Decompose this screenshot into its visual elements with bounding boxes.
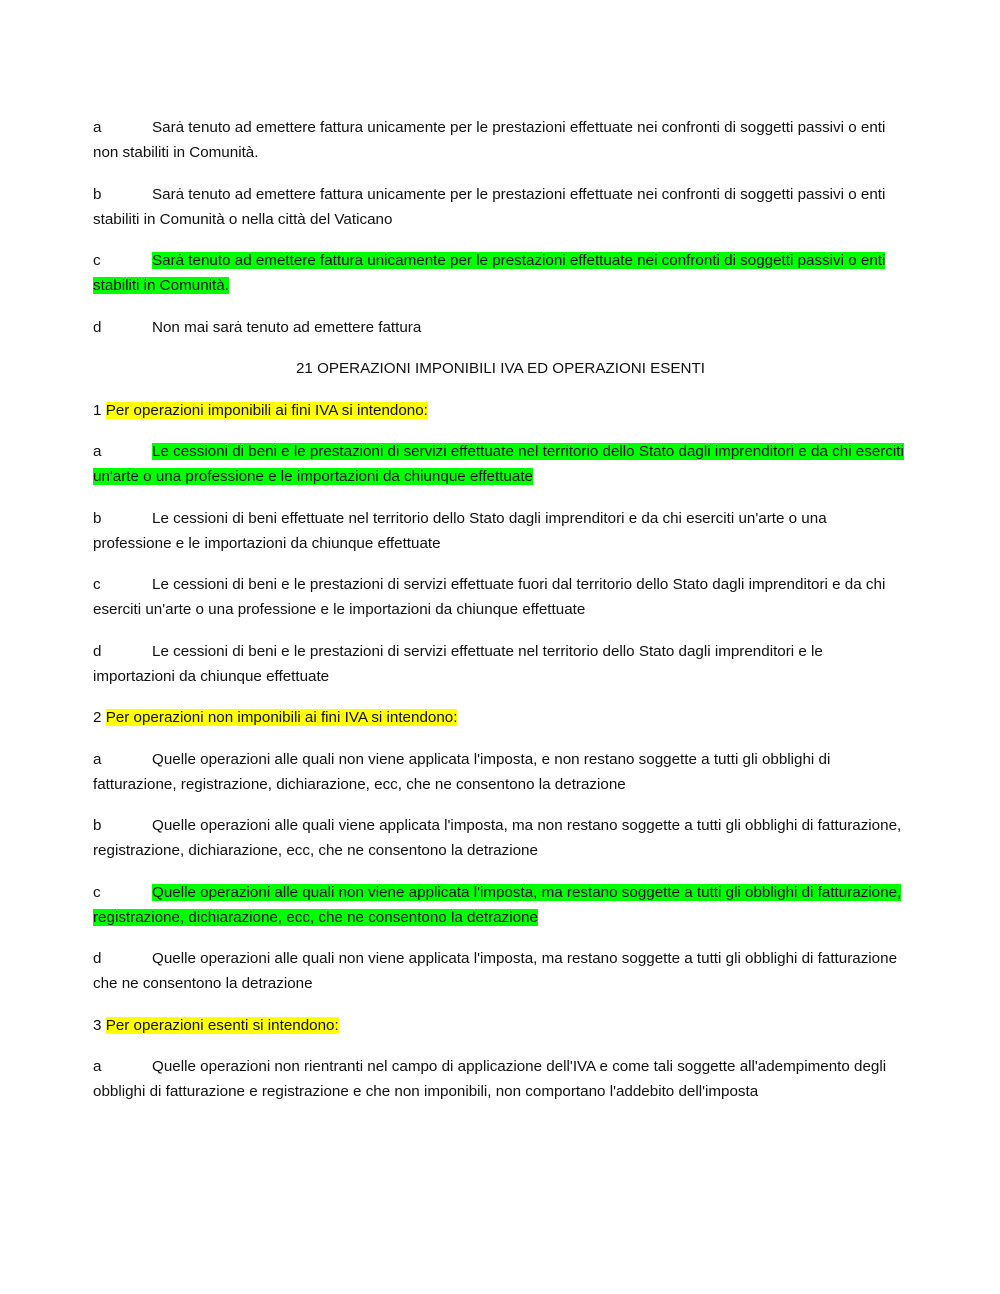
- option-letter: a: [93, 750, 102, 768]
- option-letter: c: [93, 252, 101, 269]
- question: [93, 398, 908, 423]
- option-text: Le cessioni di beni e le prestazioni di servizi effettuate fuori dal territorio dello Stato dagli imprenditori e da chi eserciti un'arte o una professione e le importazioni da chiunque effettuate: [93, 576, 886, 618]
- question-text: Per operazioni esenti si intendono:: [105, 1016, 339, 1034]
- option-text: Quelle operazioni non rientranti nel campo di applicazione dell'IVA e come tali soggette all'adempimento degli obblighi di fatturazione e registrazione e che non imponibili, non comportano l'addebito dell'imposta: [93, 1058, 887, 1100]
- question-number: 2: [93, 709, 102, 726]
- option-letter: b: [93, 509, 102, 527]
- option-letter: a: [93, 1058, 102, 1075]
- question-text: Per operazioni non imponibili ai fini IVA si intendono:: [105, 709, 458, 726]
- answer-option: [93, 946, 908, 996]
- document-page: [93, 115, 908, 1121]
- section-title-text: 21 OPERAZIONI IMPONIBILI IVA ED OPERAZIONI ESENTI: [295, 360, 706, 377]
- answer-option: [93, 315, 908, 340]
- question: [93, 1013, 908, 1038]
- answer-option: [93, 639, 908, 689]
- option-text: Quelle operazioni alle quali viene applicata l'imposta, ma non restano soggette a tutti gli obblighi di fatturazione, registrazione, dichiarazione, ecc, che ne consentono la detrazione: [93, 817, 902, 859]
- option-text: Quelle operazioni alle quali non viene applicata l'imposta, e non restano soggette a tutti gli obblighi di fatturazione, registrazione, dichiarazione, ecc, che ne consentono la detrazione: [93, 750, 831, 793]
- question-number: 1: [93, 401, 102, 419]
- option-text: Non mai sarȧ tenuto ad emettere fattura: [152, 318, 422, 336]
- option-text: Sarȧ tenuto ad emettere fattura unicamente per le prestazioni effettuate nei confronti di soggetti passivi o enti non stabiliti in Comunità.: [93, 119, 886, 161]
- question: [93, 705, 908, 730]
- question-text: Per operazioni imponibili ai fini IVA si intendono:: [105, 401, 428, 419]
- option-text: Sarȧ tenuto ad emettere fattura unicamente per le prestazioni effettuate nei confronti di soggetti passivi o enti stabiliti in Comunità.: [93, 252, 886, 294]
- option-letter: a: [93, 443, 102, 460]
- option-text: Sarȧ tenuto ad emettere fattura unicamente per le prestazioni effettuate nei confronti di soggetti passivi o enti stabiliti in Comunità o nella città del Vaticano: [93, 185, 886, 228]
- answer-option: [93, 506, 908, 556]
- question-number: 3: [93, 1016, 102, 1034]
- option-letter: b: [93, 185, 102, 203]
- option-letter: d: [93, 318, 102, 336]
- option-text: Le cessioni di beni effettuate nel territorio dello Stato dagli imprenditori e da chi eserciti un'arte o una professione e le importazioni da chiunque effettuate: [93, 509, 827, 552]
- answer-option: [93, 115, 908, 165]
- option-letter: c: [93, 576, 101, 593]
- answer-option: [93, 1054, 908, 1104]
- option-text: Le cessioni di beni e le prestazioni di servizi effettuate nel territorio dello Stato dagli imprenditori e le importazioni da chiunque effettuate: [93, 642, 823, 685]
- answer-option: [93, 747, 908, 797]
- answer-option: [93, 813, 908, 863]
- option-letter: d: [93, 950, 102, 967]
- section-title: [93, 356, 908, 381]
- option-text: Quelle operazioni alle quali non viene applicata l'imposta, ma restano soggette a tutti gli obblighi di fatturazione, registrazione, dichiarazione, ecc, che ne consentono la detrazione: [93, 883, 902, 926]
- answer-option: [93, 182, 908, 232]
- option-letter: d: [93, 642, 102, 660]
- option-text: Le cessioni di beni e le prestazioni di servizi effettuate nel territorio dello Stato dagli imprenditori e da chi eserciti un'arte o una professione e le importazioni da chiunque effettuate: [93, 443, 904, 485]
- answer-option-correct: [93, 880, 908, 930]
- answer-option: [93, 572, 908, 622]
- option-letter: c: [93, 883, 101, 901]
- answer-option-correct: [93, 439, 908, 489]
- option-text: Quelle operazioni alle quali non viene applicata l'imposta, ma restano soggette a tutti gli obblighi di fatturazione che ne consentono la detrazione: [93, 950, 898, 992]
- option-letter: b: [93, 817, 102, 834]
- option-letter: a: [93, 119, 102, 136]
- answer-option-correct: [93, 248, 908, 298]
